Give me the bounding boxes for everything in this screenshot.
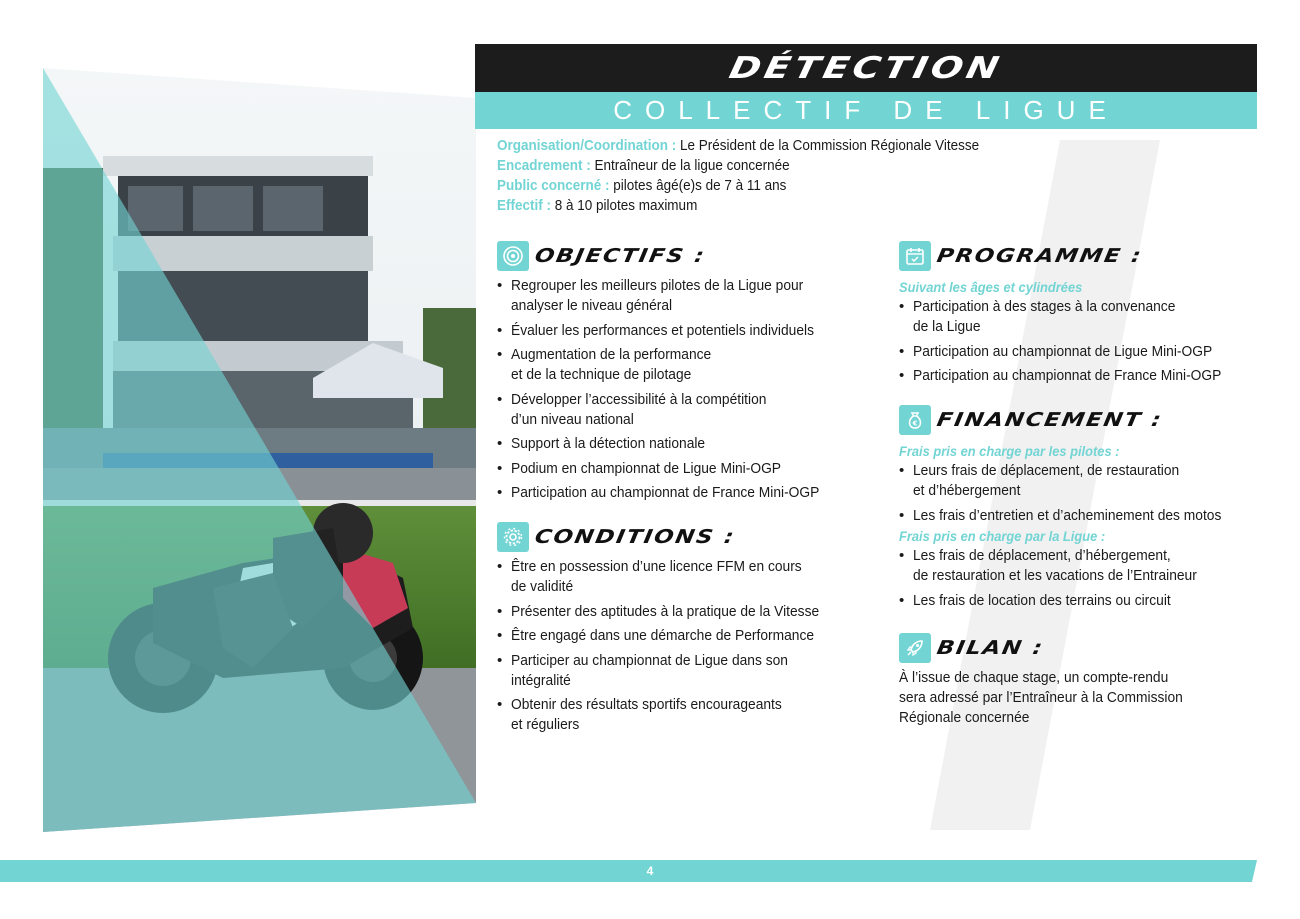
- list-item: • Les frais de location des terrains ou circuit: [899, 591, 1259, 611]
- list-item: • Augmentation de la performance et de la technique de pilotage: [497, 345, 877, 385]
- info-value: Le Président de la Commission Régionale Vitesse: [676, 137, 980, 154]
- rider-photo: [43, 68, 476, 832]
- section-title: CONDITIONS :: [533, 526, 738, 548]
- programme-list: [899, 297, 1259, 386]
- section-programme: [899, 240, 1259, 391]
- page-title: DÉTECTION: [726, 50, 1006, 86]
- list-item: • Support à la détection nationale: [497, 434, 877, 454]
- list-item: • Être en possession d’une licence FFM en cours de validité: [497, 557, 877, 597]
- info-row: [497, 176, 979, 196]
- info-label: Effectif :: [497, 197, 551, 214]
- list-item: • Les frais de déplacement, d’hébergement, de restauration et les vacations de l’Entraineur: [899, 546, 1259, 586]
- conditions-list: [497, 557, 877, 735]
- footer-bar: [0, 860, 1257, 882]
- info-value: pilotes âgé(e)s de 7 à 11 ans: [609, 177, 787, 194]
- info-value: Entraîneur de la ligue concernée: [590, 157, 790, 174]
- svg-text:€: €: [912, 419, 918, 428]
- section-subtitle: Frais pris en charge par la Ligue :: [899, 528, 1106, 544]
- list-item: • Regrouper les meilleurs pilotes de la Ligue pour analyser le niveau général: [497, 276, 877, 316]
- bilan-text: À l’issue de chaque stage, un compte-rendu sera adressé par l’Entraîneur à la Commission Régionale concernée: [899, 669, 1183, 726]
- section-title: OBJECTIFS :: [533, 245, 708, 267]
- list-item: • Leurs frais de déplacement, de restauration et d’hébergement: [899, 461, 1259, 501]
- list-item: • Les frais d’entretien et d’acheminement des motos: [899, 506, 1259, 526]
- list-item: • Obtenir des résultats sportifs encourageants et réguliers: [497, 695, 877, 735]
- section-subtitle: Suivant les âges et cylindrées: [899, 279, 1083, 295]
- financement-list-ligue: [899, 546, 1259, 611]
- title-bar: [475, 44, 1257, 92]
- info-row: [497, 156, 979, 176]
- money-bag-icon: [899, 405, 931, 435]
- section-financement: [899, 404, 1259, 615]
- section-objectifs: [497, 240, 877, 508]
- info-row: [497, 136, 979, 156]
- section-title: PROGRAMME :: [935, 245, 1145, 267]
- info-label: Public concerné :: [497, 177, 610, 194]
- section-header: [899, 632, 1259, 664]
- section-title: FINANCEMENT :: [935, 409, 1165, 431]
- section-header: [899, 240, 1259, 272]
- section-subtitle: Frais pris en charge par les pilotes :: [899, 443, 1120, 459]
- info-label: Encadrement :: [497, 157, 591, 174]
- financement-list-pilotes: [899, 461, 1259, 526]
- info-value: 8 à 10 pilotes maximum: [551, 197, 698, 214]
- section-header: [899, 404, 1259, 436]
- subtitle-bar: [475, 92, 1257, 129]
- list-item: • Être engagé dans une démarche de Performance: [497, 626, 877, 646]
- list-item: • Participation à des stages à la convenance de la Ligue: [899, 297, 1259, 337]
- info-block: [497, 136, 1033, 216]
- list-item: • Développer l’accessibilité à la compétition d’un niveau national: [497, 390, 877, 430]
- rocket-icon: [899, 633, 931, 663]
- section-header: [497, 521, 877, 553]
- list-item: • Évaluer les performances et potentiels individuels: [497, 321, 877, 341]
- section-conditions: [497, 521, 877, 740]
- section-bilan: [899, 632, 1259, 728]
- list-item: • Podium en championnat de Ligue Mini-OGP: [497, 459, 877, 479]
- section-header: [497, 240, 877, 272]
- info-label: Organisation/Coordination :: [497, 137, 677, 154]
- info-row: [497, 196, 979, 216]
- gear-icon: [497, 522, 529, 552]
- target-icon: [497, 241, 529, 271]
- list-item: • Participer au championnat de Ligue dans son intégralité: [497, 651, 877, 691]
- list-item: • Participation au championnat de France Mini-OGP: [497, 483, 877, 503]
- list-item: • Participation au championnat de Ligue Mini-OGP: [899, 342, 1259, 362]
- objectifs-list: [497, 276, 877, 503]
- page-number: 4: [646, 864, 654, 878]
- calendar-icon: [899, 241, 931, 271]
- list-item: • Présenter des aptitudes à la pratique de la Vitesse: [497, 602, 877, 622]
- page-subtitle: COLLECTIF DE LIGUE: [613, 95, 1119, 125]
- list-item: • Participation au championnat de France Mini-OGP: [899, 366, 1259, 386]
- section-title: BILAN :: [935, 637, 1046, 659]
